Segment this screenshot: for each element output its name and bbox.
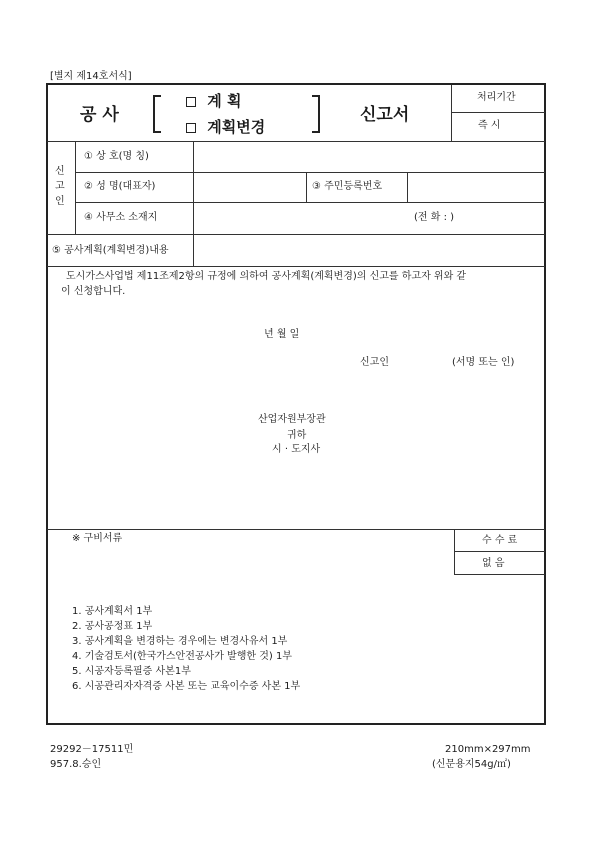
signature-note: (서명 또는 인) [452, 357, 515, 368]
field-company-name-label: ① 상 호(명 칭) [84, 151, 149, 162]
checkbox-plan-change[interactable] [186, 123, 196, 133]
divider [407, 172, 408, 202]
attachment-item: 4. 기술검토서(한국가스안전공사가 발행한 것) 1부 [72, 651, 292, 662]
title-left: 공 사 [80, 105, 119, 125]
divider [75, 202, 545, 203]
left-bracket [153, 95, 161, 133]
attachment-item: 3. 공사계획을 변경하는 경우에는 변경사유서 1부 [72, 636, 288, 647]
option-plan-change: 계획변경 [186, 118, 265, 136]
field-construction-plan-label: ⑤ 공사계획(계획변경)내용 [52, 245, 169, 256]
option-plan: 계 획 [186, 92, 241, 110]
field-office-address-input[interactable] [195, 204, 543, 233]
field-company-name-input[interactable] [195, 143, 543, 171]
recipient-minister: 산업자원부장관 [258, 414, 326, 425]
footer-approval: 957.8.승인 [50, 759, 102, 770]
divider [454, 574, 545, 575]
processing-value: 즉 시 [478, 120, 501, 131]
attachments-heading: ※ 구비서류 [72, 533, 123, 544]
attachment-item: 6. 시공관리자자격증 사본 또는 교육이수증 사본 1부 [72, 681, 301, 692]
applicant-sign-label: 신고인 [360, 357, 389, 368]
divider [451, 112, 545, 113]
fee-value: 없 음 [482, 558, 505, 569]
divider [75, 172, 545, 173]
footer-paper-size: 210mm×297mm [445, 744, 531, 755]
statement-line-1: 도시가스사업법 제11조제2항의 규정에 의하여 공사계획(계획변경)의 신고를 하고자 위와 같 [66, 271, 467, 282]
field-name-label: ② 성 명(대표자) [84, 181, 156, 192]
attachment-item: 2. 공사공정표 1부 [72, 621, 153, 632]
title-right: 신고서 [360, 105, 410, 125]
fee-label: 수 수 료 [482, 535, 518, 546]
divider [454, 551, 545, 552]
applicant-label-1: 신 [55, 166, 65, 177]
field-resident-number-label: ③ 주민등록번호 [312, 181, 383, 192]
field-name-input[interactable] [195, 174, 305, 201]
field-construction-plan-input[interactable] [195, 236, 543, 265]
divider [454, 529, 455, 575]
divider [47, 234, 545, 235]
form-number: [별지 제14호서식] [50, 71, 132, 82]
divider [193, 141, 194, 266]
checkbox-plan[interactable] [186, 97, 196, 107]
divider [451, 85, 452, 141]
recipient-governor: 시 · 도지사 [272, 444, 321, 455]
divider [47, 529, 545, 530]
attachment-item: 5. 시공자등록필증 사본1부 [72, 666, 191, 677]
footer-doc-number: 29292－17511민 [50, 744, 134, 755]
applicant-label-2: 고 [55, 181, 65, 192]
date-line: 년 월 일 [264, 329, 300, 340]
right-bracket [312, 95, 320, 133]
field-resident-number-input[interactable] [409, 174, 543, 201]
attachment-item: 1. 공사계획서 1부 [72, 606, 153, 617]
divider [47, 266, 545, 267]
processing-label: 처리기간 [477, 92, 516, 103]
applicant-label-3: 인 [55, 196, 65, 207]
recipient-honorific: 귀하 [287, 430, 307, 441]
footer-paper-type: (신문용지54g/㎡) [432, 759, 511, 770]
field-phone-label: (전 화 : ) [414, 212, 455, 223]
divider [75, 141, 76, 234]
divider [47, 141, 545, 142]
field-office-address-label: ④ 사무소 소재지 [84, 212, 158, 223]
divider [306, 172, 307, 202]
statement-line-2: 이 신청합니다. [61, 286, 126, 297]
